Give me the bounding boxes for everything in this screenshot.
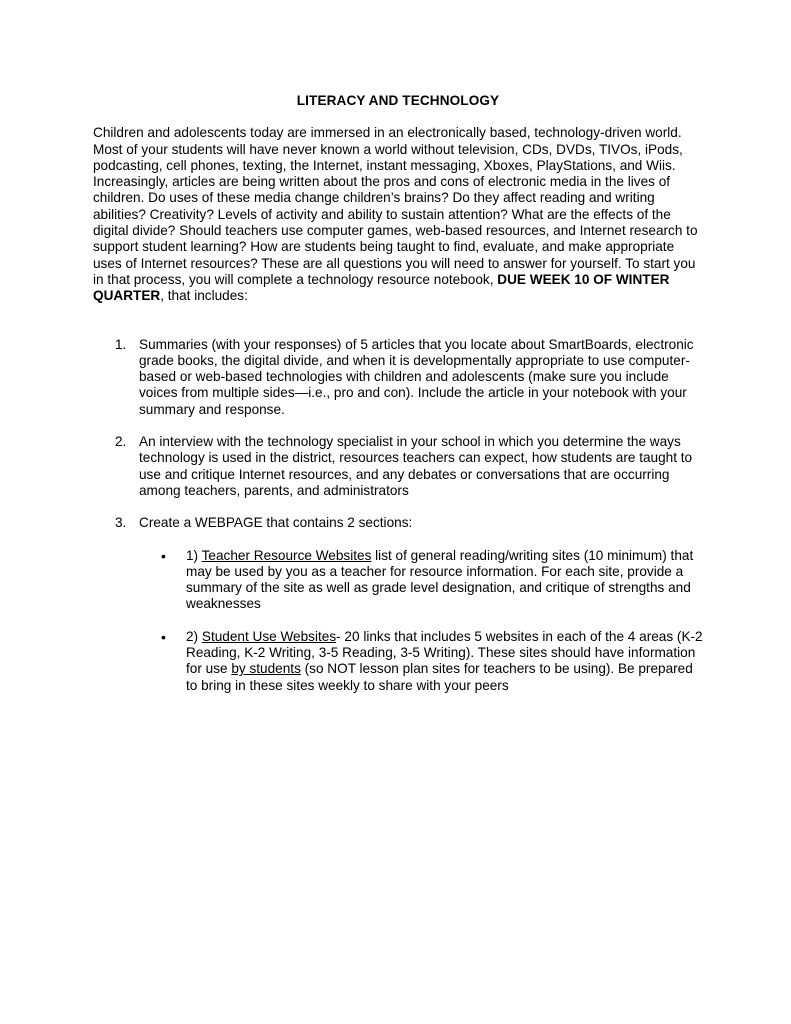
bullet-item-teacher-resources [139,548,703,613]
list-item-text: Create a WEBPAGE that contains 2 sections: [139,515,413,531]
list-item-text: Summaries (with your responses) of 5 articles that you locate about SmartBoards, electronic grade books, the digital divide, and when it is developmentally appropriate to use computer-based or web-based technologies with children and adolescents (make sure you include voices from multiple sides—i.e., pro and con). Include the article in your notebook with your summary and response. [139,336,694,417]
list-number: 1. [115,336,127,352]
list-item-text: An interview with the technology specialist in your school in which you determine the ways technology is used in the district, resources teachers can expect, how students are taught to use and critique Internet resources, and any debates or conversations that are occurring among teachers, parents, and administrators [139,434,693,498]
bullet-text: - 20 links that includes 5 websites in each of the 4 areas (K-2 Reading, K-2 Writing, 3-5 Reading, 3-5 Writing). These sites should have information for use [186,628,703,677]
bullet-item-student-use [139,629,703,694]
list-number: 2. [115,434,127,450]
bullet-text-end: (so NOT lesson plan sites for teachers to be using). Be prepared to bring in these sites weekly to share with your peers [186,661,693,693]
bullet-underlined-phrase: by students [231,661,301,677]
webpage-sections-list [139,548,703,694]
bullet-text: list of general reading/writing sites (10 minimum) that may be used by you as a teacher for resource information. For each site, provide a summary of the site as well as grade level designation, and critique of strengths and weaknesses [186,547,694,612]
bullet-prefix: 1) [186,547,202,563]
list-number: 3. [115,515,127,531]
intro-text: Children and adolescents today are immersed in an electronically based, technology-driven world. Most of your students will have never known a world without television, CDs, DVDs, TIVOs, iPods, podcasting, cell phones, texting, the Internet, instant messaging, Xboxes, PlayStations, and Wiis. Increasingly, articles are being written about the pros and cons of electronic media in the lives of children. Do uses of these media change children’s brains? Do they affect reading and writing abilities? Creativity? Levels of activity and ability to sustain attention? What are the effects of the digital divide? Should teachers use computer games, web-based resources, and Internet research to support student learning? How are students being taught to find, evaluate, and make appropriate uses of Internet resources? These are all questions you will need to answer for yourself. To start you in that process, you will complete a technology resource notebook, [93,125,698,287]
bullet-prefix: 2) [186,628,202,644]
document-title: LITERACY AND TECHNOLOGY [296,93,500,108]
intro-text-end: , that includes: [160,288,248,304]
bullet-underlined-heading: Student Use Websites [201,628,337,644]
due-date-bold: DUE WEEK 10 OF WINTER QUARTER [93,271,670,304]
bullet-icon: • [161,547,166,564]
bullet-icon: • [161,628,166,645]
requirements-list [93,337,703,694]
list-item-2 [93,434,703,499]
bullet-underlined-heading: Teacher Resource Websites [201,547,372,563]
list-item-1 [93,337,703,418]
document-page [93,93,703,710]
intro-paragraph [93,125,703,304]
list-item-3 [93,515,703,694]
